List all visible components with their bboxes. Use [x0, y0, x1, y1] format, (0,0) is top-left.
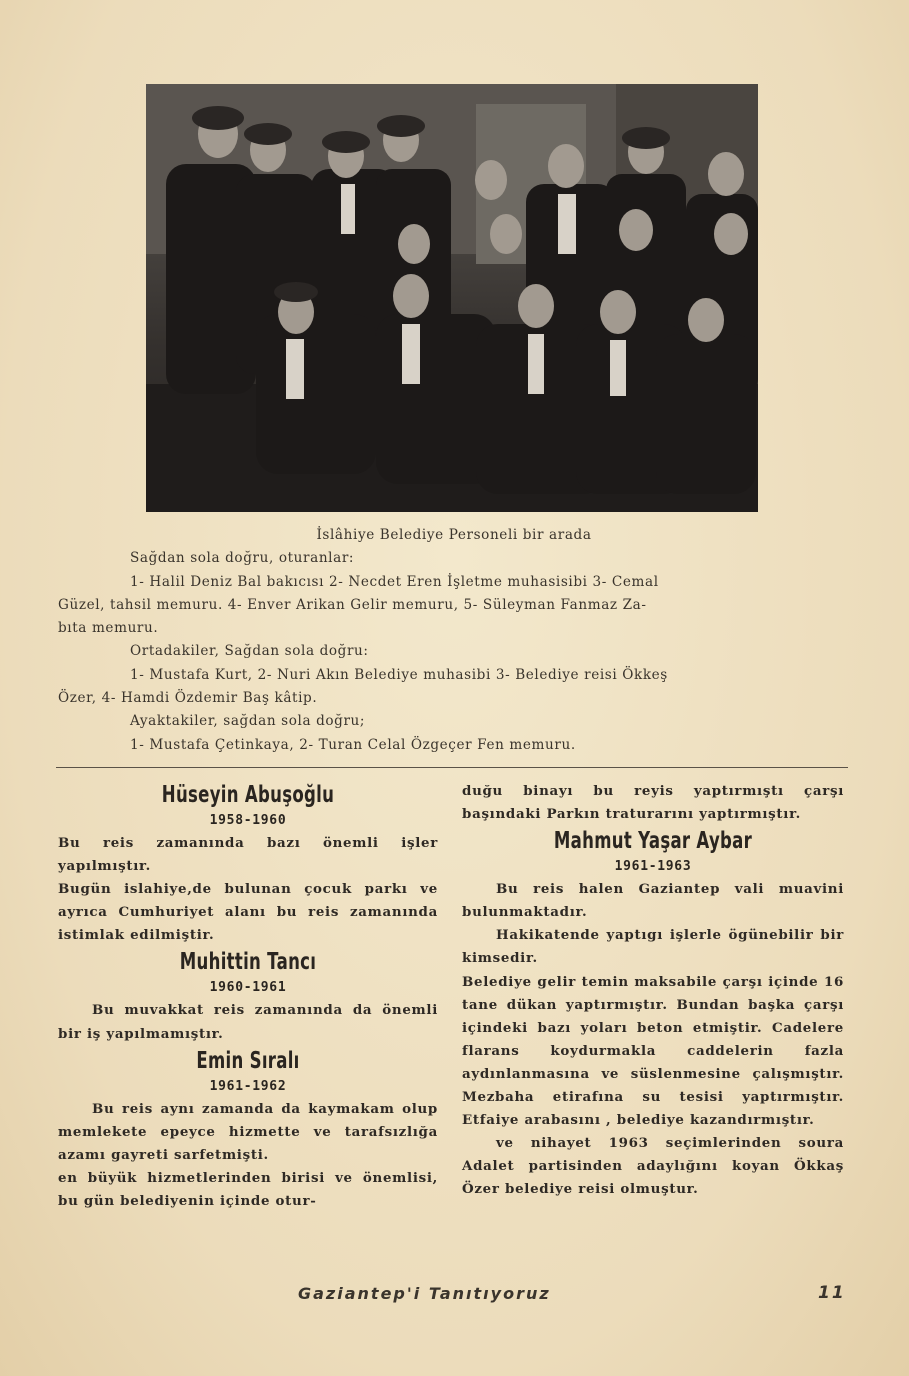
caption-seated-line-2: Güzel, tahsil memuru. 4- Enver Arikan Gelir memuru, 5- Süleyman Fanmaz Za- [58, 596, 647, 613]
term-years-tanci: 1960-1961 [209, 980, 287, 996]
paragraph: Bu reis aynı zamanda da kaymakam olup memlekete epeyce hizmette ve tarafsızlığa azamı gayreti sarfetmişti. [58, 1100, 438, 1163]
photo-caption [58, 524, 850, 757]
caption-middle-line-2: Özer, 4- Hamdi Özdemir Baş kâtip. [58, 690, 318, 707]
paragraph: en büyük hizmetlerinden birisi ve önemlisi, bu gün belediyenin içinde otur- [58, 1169, 438, 1210]
section-divider [56, 767, 848, 768]
paragraph: Bu reis halen Gaziantep vali muavini bulunmaktadır. [462, 881, 844, 921]
group-photo [146, 84, 758, 512]
term-years-sirali: 1961-1962 [209, 1078, 287, 1094]
caption-middle-intro: Ortadakiler, Sağdan sola doğru: [130, 643, 369, 660]
paragraph: Bu muvakkat reis zamanında da önemli bir iş yapılmamıştır. [58, 1002, 438, 1042]
caption-middle-line-1: 1- Mustafa Kurt, 2- Nuri Akın Belediye muhasibi 3- Belediye reisi Ökkeş [130, 666, 668, 683]
mayor-name-sirali: Emin Sıralı [196, 1047, 300, 1074]
caption-seated-line-1: 1- Halil Deniz Bal bakıcısı 2- Necdet Eren İşletme muhasisibi 3- Cemal [130, 573, 659, 590]
term-years-aybar: 1961-1963 [614, 859, 692, 875]
page-number: 11 [818, 1283, 846, 1303]
footer-title: Gaziantep'i Tanıtıyoruz [298, 1284, 551, 1303]
paragraph: Belediye gelir temin maksabile çarşı içinde 16 tane dükan yaptırmıştır. Bundan başka çarşı içindeki bazı yoları beton etmiştir. Cadelere flarans koydurmakla caddelerin fazla aydınlanmasına ve süslenmesine çalışmıştır. Mezbaha etirafına su tesisi yaptırmıştır. Etfaiye arabasını , belediye kazandırmıştır. [462, 973, 844, 1129]
paragraph: Bu reis zamanında bazı önemli işler yapılmıştır. [58, 835, 438, 875]
term-years-abusoglu: 1958-1960 [209, 813, 287, 828]
paragraph: duğu binayı bu reyis yaptırmıştı çarşı başındaki Parkın traturarını yaptırmıştır. [462, 783, 844, 823]
left-column [58, 780, 438, 1213]
mayor-name-abusoglu: Hüseyin Abuşoğlu [161, 782, 335, 808]
paragraph: ve nihayet 1963 seçimlerinden soura Adalet partisinden adaylığını koyan Ökkaş Özer belediye reisi olmuştur. [462, 1135, 844, 1198]
paragraph: Bugün islahiye,de bulunan çocuk parkı ve ayrıca Cumhuriyet alanı bu reis zamanında istimlak edilmiştir. [58, 881, 438, 944]
caption-standing-intro: Ayaktakiler, sağdan sola doğru; [130, 713, 366, 730]
caption-seated-line-3: bıta memuru. [58, 620, 159, 637]
caption-standing-line-1: 1- Mustafa Çetinkaya, 2- Turan Celal Özgeçer Fen memuru. [130, 736, 576, 753]
paragraph: Hakikatende yaptıgı işlerle ögünebilir bir kimsedir. [462, 927, 844, 967]
caption-title: İslâhiye Belediye Personeli bir arada [316, 527, 592, 543]
caption-seated-intro: Sağdan sola doğru, oturanlar: [130, 550, 355, 567]
mayor-name-aybar: Mahmut Yaşar Aybar [553, 828, 753, 855]
right-column [462, 780, 844, 1202]
mayor-name-tanci: Muhittin Tancı [179, 949, 317, 976]
